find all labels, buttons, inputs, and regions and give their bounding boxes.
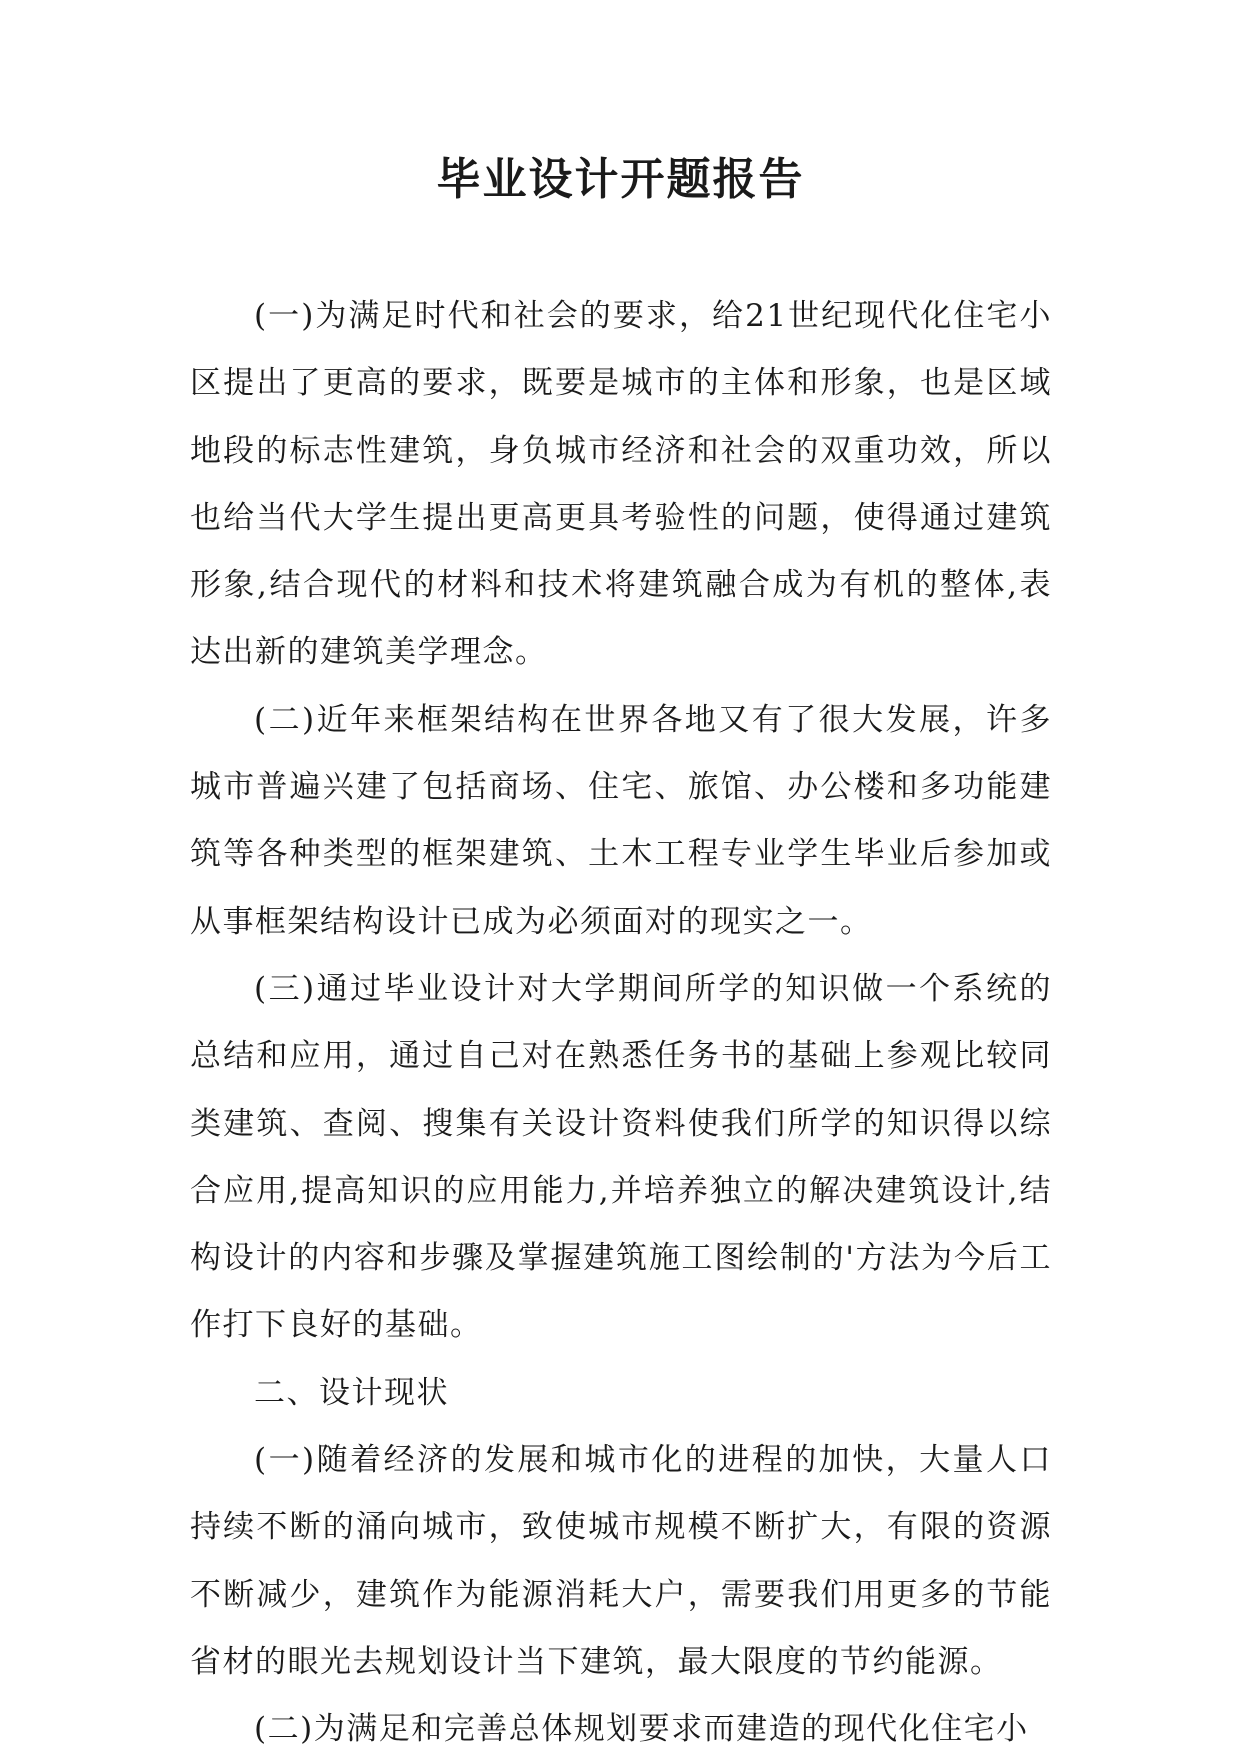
paragraph-1: (一)为满足时代和社会的要求，给21世纪现代化住宅小区提出了更高的要求，既要是城市的主体和形象，也是区域地段的标志性建筑，身负城市经济和社会的双重功效，所以也给当代大学生提出更高更具考验性的问题，使得通过建筑形象,结合现代的材料和技术将建筑融合成为有机的整体,表达出新的建筑美学理念。: [190, 298, 1052, 671]
document-body: [190, 283, 1052, 1764]
section-heading-design-status: 二、设计现状: [254, 1374, 449, 1411]
paragraph-4: (一)随着经济的发展和城市化的进程的加快，大量人口持续不断的涌向城市，致使城市规模不断扩大，有限的资源不断减少，建筑作为能源消耗大户，需要我们用更多的节能省材的眼光去规划设计当下建筑，最大限度的节约能源。: [190, 1442, 1052, 1680]
paragraph-3: (三)通过毕业设计对大学期间所学的知识做一个系统的总结和应用，通过自己对在熟悉任务书的基础上参观比较同类建筑、查阅、搜集有关设计资料使我们所学的知识得以综合应用,提高知识的应用能力,并培养独立的解决建筑设计,结构设计的内容和步骤及掌握建筑施工图绘制的'方法为今后工作打下良好的基础。: [190, 970, 1052, 1344]
paragraph-5: (二)为满足和完善总体规划要求而建造的现代化住宅小: [254, 1711, 1029, 1748]
paragraph-2: (二)近年来框架结构在世界各地又有了很大发展，许多城市普遍兴建了包括商场、住宅、旅馆、办公楼和多功能建筑等各种类型的框架建筑、土木工程专业学生毕业后参加或从事框架结构设计已成为必须面对的现实之一。: [190, 701, 1052, 940]
document-title: 毕业设计开题报告: [436, 154, 805, 205]
